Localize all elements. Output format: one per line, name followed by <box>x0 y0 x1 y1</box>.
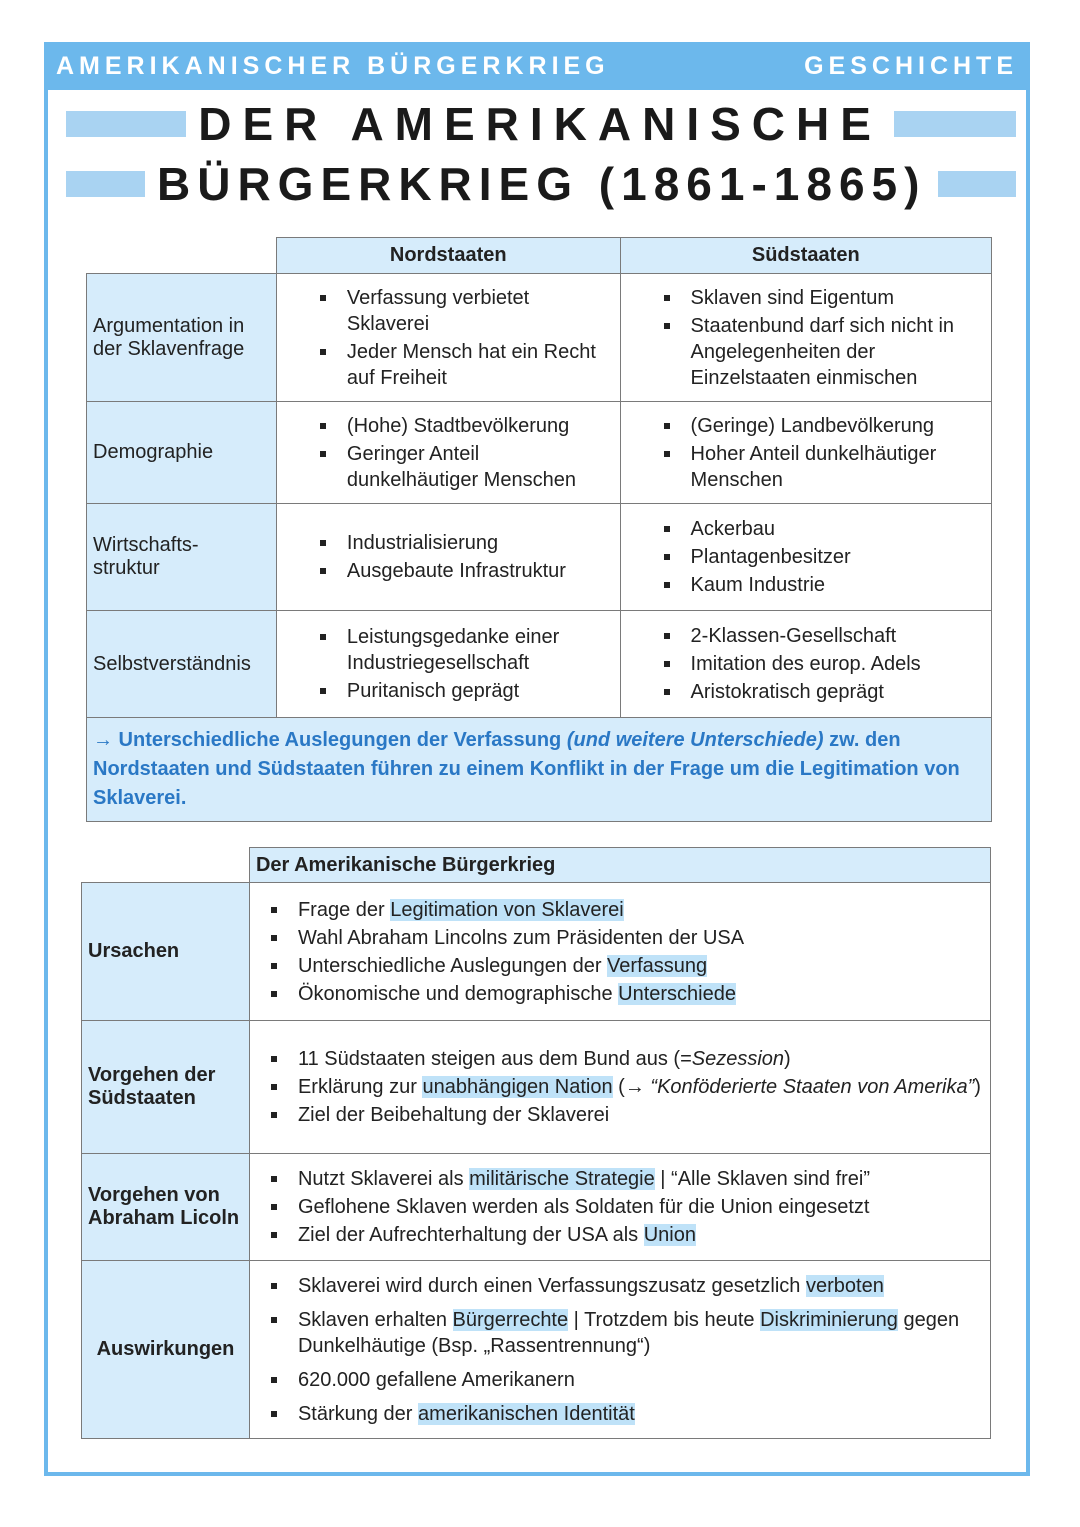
list-item: Geringer Anteil dunkelhäutiger Menschen <box>347 441 616 493</box>
title-deco-bar <box>894 111 1016 137</box>
title-deco-bar <box>66 171 145 197</box>
highlight: Legitimation von Sklaverei <box>390 898 624 921</box>
row-label: Auswirkungen <box>82 1261 250 1439</box>
list-item: Plantagenbesitzer <box>691 544 987 570</box>
col-header-south: Südstaaten <box>620 238 991 274</box>
highlight: unabhängigen Nation <box>422 1076 613 1098</box>
title-deco-bar <box>66 111 186 137</box>
list-item: Geflohene Sklaven werden als Soldaten für die Union eingesetzt <box>298 1194 986 1220</box>
list-item: Sklaven sind Eigentum <box>691 285 987 311</box>
highlight: Verfassung <box>607 954 708 977</box>
list-item: Hoher Anteil dunkelhäutiger Menschen <box>691 441 987 493</box>
summary-text: zw. den Nordstaaten und Südstaaten führen zu einem Konflikt in der Frage um die Legitimation von Sklaverei. <box>93 729 960 809</box>
list-item: Kaum Industrie <box>691 572 987 598</box>
list-item: 620.000 gefallene Amerikanern <box>298 1367 986 1393</box>
list-item: Industrialisierung <box>347 530 616 556</box>
list-item: Ziel der Beibehaltung der Sklaverei <box>298 1102 986 1128</box>
list-item: 11 Südstaaten steigen aus dem Bund aus (=Sezession) <box>298 1046 986 1072</box>
list-item: Stärkung der amerikanischen Identität <box>298 1401 986 1427</box>
list-item: Frage der Legitimation von Sklaverei <box>298 897 986 923</box>
list-item: Sklaverei wird durch einen Verfassungszusatz gesetzlich verboten <box>298 1273 986 1299</box>
page-title-2: BÜRGERKRIEG (1861-1865) <box>157 158 927 210</box>
header-topic: AMERIKANISCHER BÜRGERKRIEG <box>56 51 610 80</box>
table-row <box>87 402 992 504</box>
row-label: Demographie <box>87 402 277 504</box>
table-row <box>82 1261 991 1439</box>
col-header-north: Nordstaaten <box>276 238 620 274</box>
list-item: Staatenbund darf sich nicht in Angelegenheiten der Einzelstaaten einmischen <box>691 313 987 391</box>
comparison-table <box>86 237 992 822</box>
table-row <box>87 274 992 402</box>
title-deco-bar <box>938 171 1016 197</box>
list-item: Wahl Abraham Lincolns zum Präsidenten der USA <box>298 925 986 951</box>
list-item: Ziel der Aufrechterhaltung der USA als Union <box>298 1222 986 1248</box>
list-item: Erklärung zur unabhängigen Nation (→ “Konföderierte Staaten von Amerika”) <box>298 1074 986 1100</box>
table-row <box>87 504 992 611</box>
table-row <box>82 883 991 1021</box>
table-header: Der Amerikanische Bürgerkrieg <box>249 848 990 883</box>
page-title-1: DER AMERIKANISCHE <box>198 98 882 150</box>
summary-italic: (und weitere Unterschiede) <box>566 729 824 751</box>
highlight: militärische Strategie <box>469 1168 655 1190</box>
row-label: Wirtschafts- struktur <box>87 504 277 611</box>
header-subject: GESCHICHTE <box>804 51 1018 80</box>
summary-text: → Unterschiedliche Auslegungen der Verfassung <box>93 729 567 751</box>
list-item: Imitation des europ. Adels <box>691 651 987 677</box>
highlight: amerikanischen Identität <box>418 1402 635 1425</box>
title-line-1 <box>44 94 1030 154</box>
highlight: Diskriminierung <box>760 1308 898 1331</box>
summary-conclusion <box>87 718 992 822</box>
table-row <box>87 611 992 718</box>
list-item: Aristokratisch geprägt <box>691 679 987 705</box>
table-row <box>82 1021 991 1154</box>
header-bar <box>44 42 1030 90</box>
row-label: Selbstverständnis <box>87 611 277 718</box>
list-item: Verfassung verbietet Sklaverei <box>347 285 616 337</box>
table-row <box>82 1154 991 1261</box>
list-item: Ausgebaute Infrastruktur <box>347 558 616 584</box>
row-label: Vorgehen von Abraham Licoln <box>82 1154 250 1261</box>
list-item: 2-Klassen-Gesellschaft <box>691 623 987 649</box>
list-item: Puritanisch geprägt <box>347 678 616 704</box>
highlight: Unterschiede <box>618 982 736 1005</box>
highlight: Union <box>643 1224 696 1246</box>
list-item: Ackerbau <box>691 516 987 542</box>
row-label: Argumentation in der Sklavenfrage <box>87 274 277 402</box>
highlight: verboten <box>806 1274 884 1297</box>
row-label: Ursachen <box>82 883 250 1021</box>
list-item: Unterschiedliche Auslegungen der Verfassung <box>298 953 986 979</box>
list-item: Nutzt Sklaverei als militärische Strategie | “Alle Sklaven sind frei” <box>298 1166 986 1192</box>
list-item: Sklaven erhalten Bürgerrechte | Trotzdem bis heute Diskriminierung gegen Dunkelhäutige (Bsp. „Rassentrennung“) <box>298 1307 986 1359</box>
list-item: Ökonomische und demographische Unterschiede <box>298 981 986 1007</box>
title-line-2 <box>44 154 1030 214</box>
highlight: Bürgerrechte <box>452 1308 569 1331</box>
row-label: Vorgehen der Südstaaten <box>82 1021 250 1154</box>
list-item: Jeder Mensch hat ein Recht auf Freiheit <box>347 339 616 391</box>
list-item: (Hohe) Stadtbevölkerung <box>347 413 616 439</box>
civil-war-table <box>81 847 991 1439</box>
list-item: Leistungsgedanke einer Industriegesellschaft <box>347 624 616 676</box>
list-item: (Geringe) Landbevölkerung <box>691 413 987 439</box>
